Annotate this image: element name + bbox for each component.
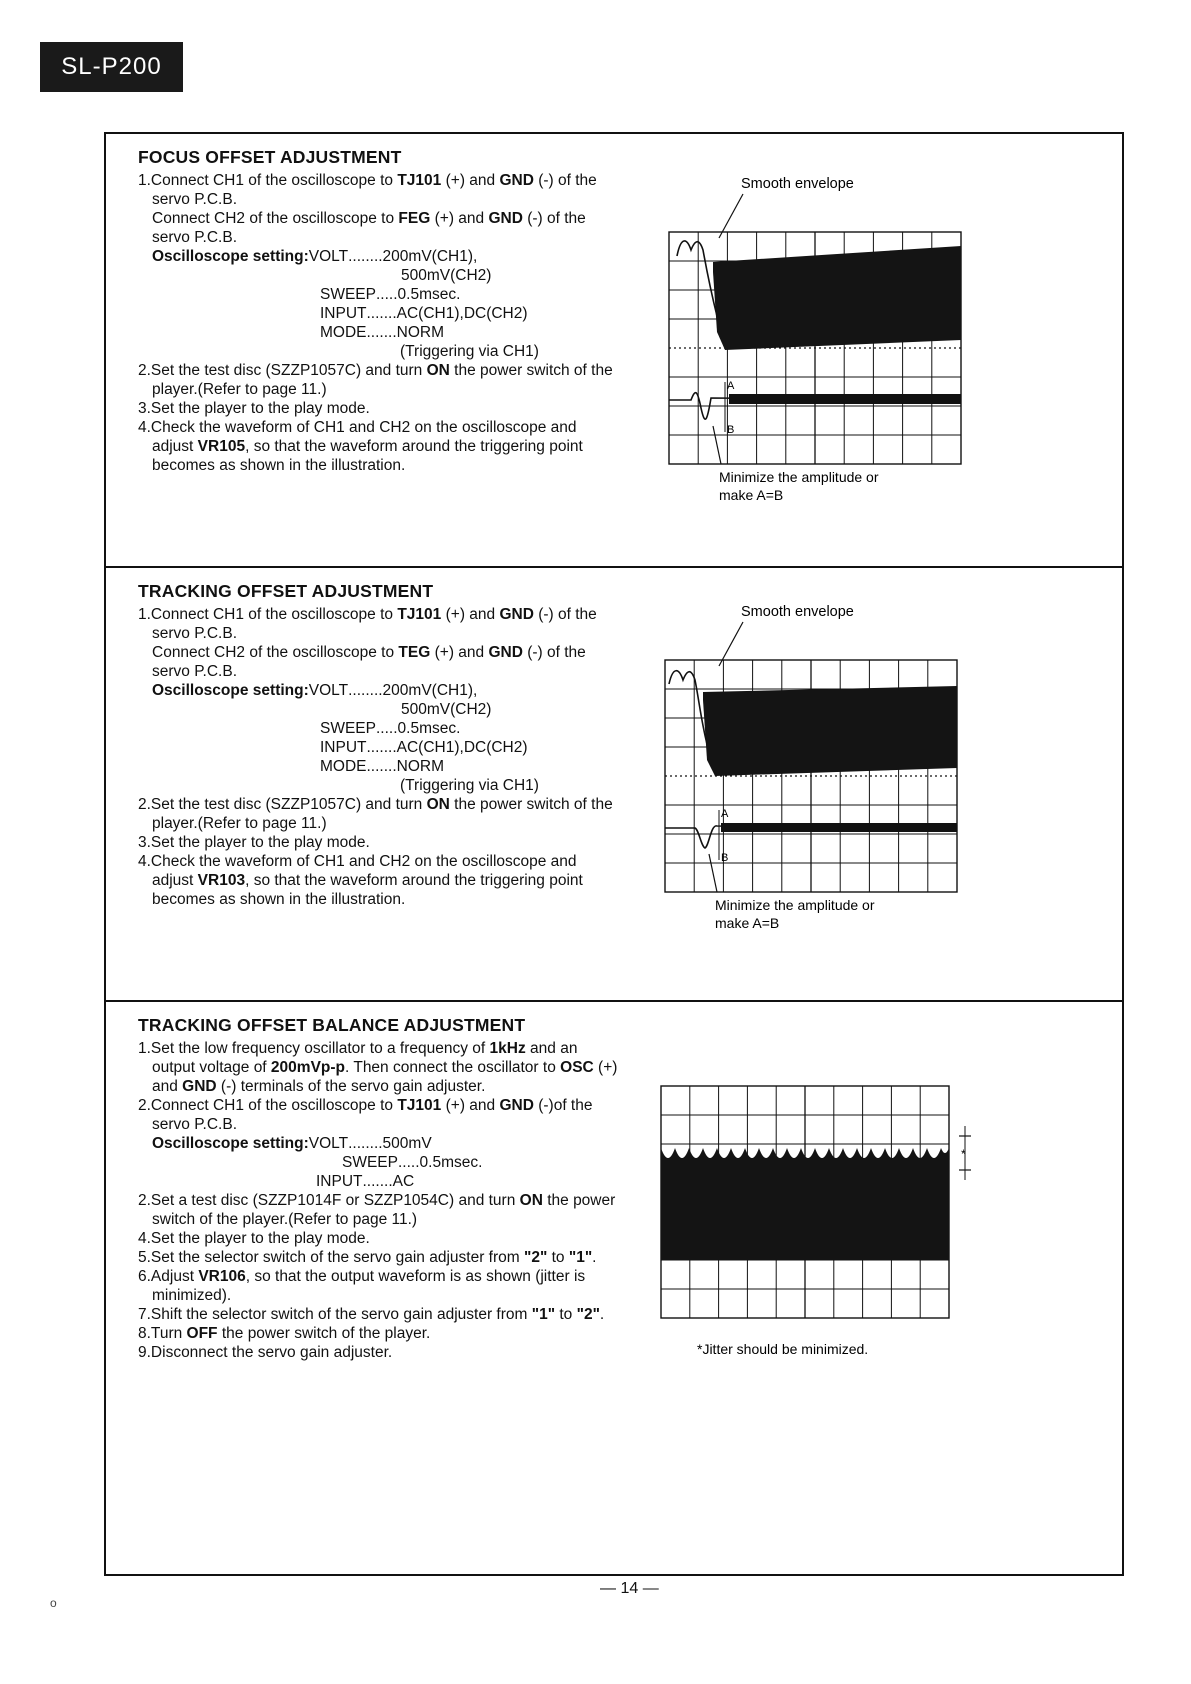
setting-mode-2: (Triggering via CH1) xyxy=(400,777,539,794)
step-9: 9.Disconnect the servo gain adjuster. xyxy=(138,1344,393,1361)
section-title: FOCUS OFFSET ADJUSTMENT xyxy=(138,147,402,167)
jitter-mark: * xyxy=(961,1147,966,1161)
step-3: 2.Set a test disc (SZZP1014F or SZZP1054C) and turn ON the power switch of the player.(Refer to page 11.) xyxy=(138,1192,616,1228)
setting-sweep: SWEEP .....0.5msec. xyxy=(342,1154,483,1171)
tracking-balance-section xyxy=(106,1000,1122,1576)
scope-graticule xyxy=(669,232,961,464)
setting-input: INPUT .......AC(CH1),DC(CH2) xyxy=(320,739,528,756)
focus-offset-section xyxy=(106,134,1122,564)
minimize-label-1: Minimize the amplitude or xyxy=(719,469,879,485)
setting-mode: MODE .......NORM xyxy=(320,324,444,341)
minimize-label-2: make A=B xyxy=(715,915,780,931)
a-label: A xyxy=(727,380,735,392)
tracking-scope-figure xyxy=(661,598,961,931)
setting-volt: Oscilloscope setting: VOLT ........500mV xyxy=(152,1135,432,1152)
balance-scope-figure xyxy=(661,1082,981,1382)
step-3: 3.Set the player to the play mode. xyxy=(138,834,370,851)
page-number: — 14 — xyxy=(600,1580,659,1597)
section-title: TRACKING OFFSET ADJUSTMENT xyxy=(138,581,434,601)
step-4: 4.Check the waveform of CH1 and CH2 on the oscilloscope and adjust VR105, so that the waveform around the triggering point becomes as shown in the illustration. xyxy=(138,419,583,474)
setting-volt: Oscilloscope setting: VOLT ........200mV(CH1), xyxy=(152,682,478,699)
setting-volt-2: 500mV(CH2) xyxy=(401,701,492,718)
step-1: 1.Connect CH1 of the oscilloscope to TJ101 (+) and GND (-) of the servo P.C.B. xyxy=(138,172,597,208)
content-frame xyxy=(104,132,1124,1576)
step-8: 8.Turn OFF the power switch of the player. xyxy=(138,1325,431,1342)
step-4: 4.Check the waveform of CH1 and CH2 on the oscilloscope and adjust VR103, so that the waveform around the triggering point becomes as shown in the illustration. xyxy=(138,853,583,908)
setting-mode: MODE .......NORM xyxy=(320,758,444,775)
b-label: B xyxy=(727,424,735,436)
jitter-caption: *Jitter should be minimized. xyxy=(697,1341,869,1357)
setting-input: INPUT .......AC(CH1),DC(CH2) xyxy=(320,305,528,322)
setting-sweep: SWEEP .....0.5msec. xyxy=(320,286,461,303)
setting-input: INPUT .......AC xyxy=(316,1173,415,1190)
step-2: 2.Connect CH1 of the oscilloscope to TJ101 (+) and GND (-)of the servo P.C.B. xyxy=(138,1097,593,1133)
b-label: B xyxy=(721,852,729,864)
step-1: 1.Connect CH1 of the oscilloscope to TJ101 (+) and GND (-) of the servo P.C.B. xyxy=(138,606,597,642)
tracking-offset-section xyxy=(106,566,1122,1000)
step-1b: Connect CH2 of the oscilloscope to FEG (+) and GND (-) of the servo P.C.B. xyxy=(152,210,586,246)
focus-scope-figure xyxy=(661,170,961,503)
setting-sweep: SWEEP .....0.5msec. xyxy=(320,720,461,737)
scope-graticule xyxy=(661,1086,949,1318)
step-2: 2.Set the test disc (SZZP1057C) and turn ON the power switch of the player.(Refer to page 11.) xyxy=(138,362,613,398)
step-2: 2.Set the test disc (SZZP1057C) and turn ON the power switch of the player.(Refer to page 11.) xyxy=(138,796,613,832)
section-title: TRACKING OFFSET BALANCE ADJUSTMENT xyxy=(138,1015,526,1035)
minimize-label-1: Minimize the amplitude or xyxy=(715,897,875,913)
step-7: 7.Shift the selector switch of the servo gain adjuster from "1" to "2". xyxy=(138,1306,605,1323)
setting-volt-2: 500mV(CH2) xyxy=(401,267,492,284)
ch1-envelope xyxy=(713,246,961,350)
scope-graticule xyxy=(665,660,957,892)
step-1b: Connect CH2 of the oscilloscope to TEG (+) and GND (-) of the servo P.C.B. xyxy=(152,644,586,680)
step-5: 5.Set the selector switch of the servo gain adjuster from "2" to "1". xyxy=(138,1249,597,1266)
step-3: 3.Set the player to the play mode. xyxy=(138,400,370,417)
step-4: 4.Set the player to the play mode. xyxy=(138,1230,370,1247)
a-label: A xyxy=(721,808,729,820)
minimize-label-2: make A=B xyxy=(719,487,784,503)
jitter-waveform xyxy=(661,1148,949,1260)
tracking-offset-text xyxy=(138,582,618,909)
step-1: 1.Set the low frequency oscillator to a frequency of 1kHz and an output voltage of 200mVp-p. Then connect the oscillator to OSC (+) and GND (-) terminals of the servo gain adjuster. xyxy=(138,1040,618,1095)
model-tag: SL-P200 xyxy=(40,42,183,92)
step-6: 6.Adjust VR106, so that the output waveform is as shown (jitter is minimized). xyxy=(138,1268,586,1304)
setting-mode-2: (Triggering via CH1) xyxy=(400,343,539,360)
smooth-envelope-label: Smooth envelope xyxy=(741,604,854,620)
focus-offset-text xyxy=(138,148,618,475)
stray-mark: o xyxy=(50,1596,57,1610)
setting-volt: Oscilloscope setting: VOLT ........200mV(CH1), xyxy=(152,248,478,265)
tracking-balance-text xyxy=(138,1016,618,1362)
smooth-envelope-label: Smooth envelope xyxy=(741,176,854,192)
